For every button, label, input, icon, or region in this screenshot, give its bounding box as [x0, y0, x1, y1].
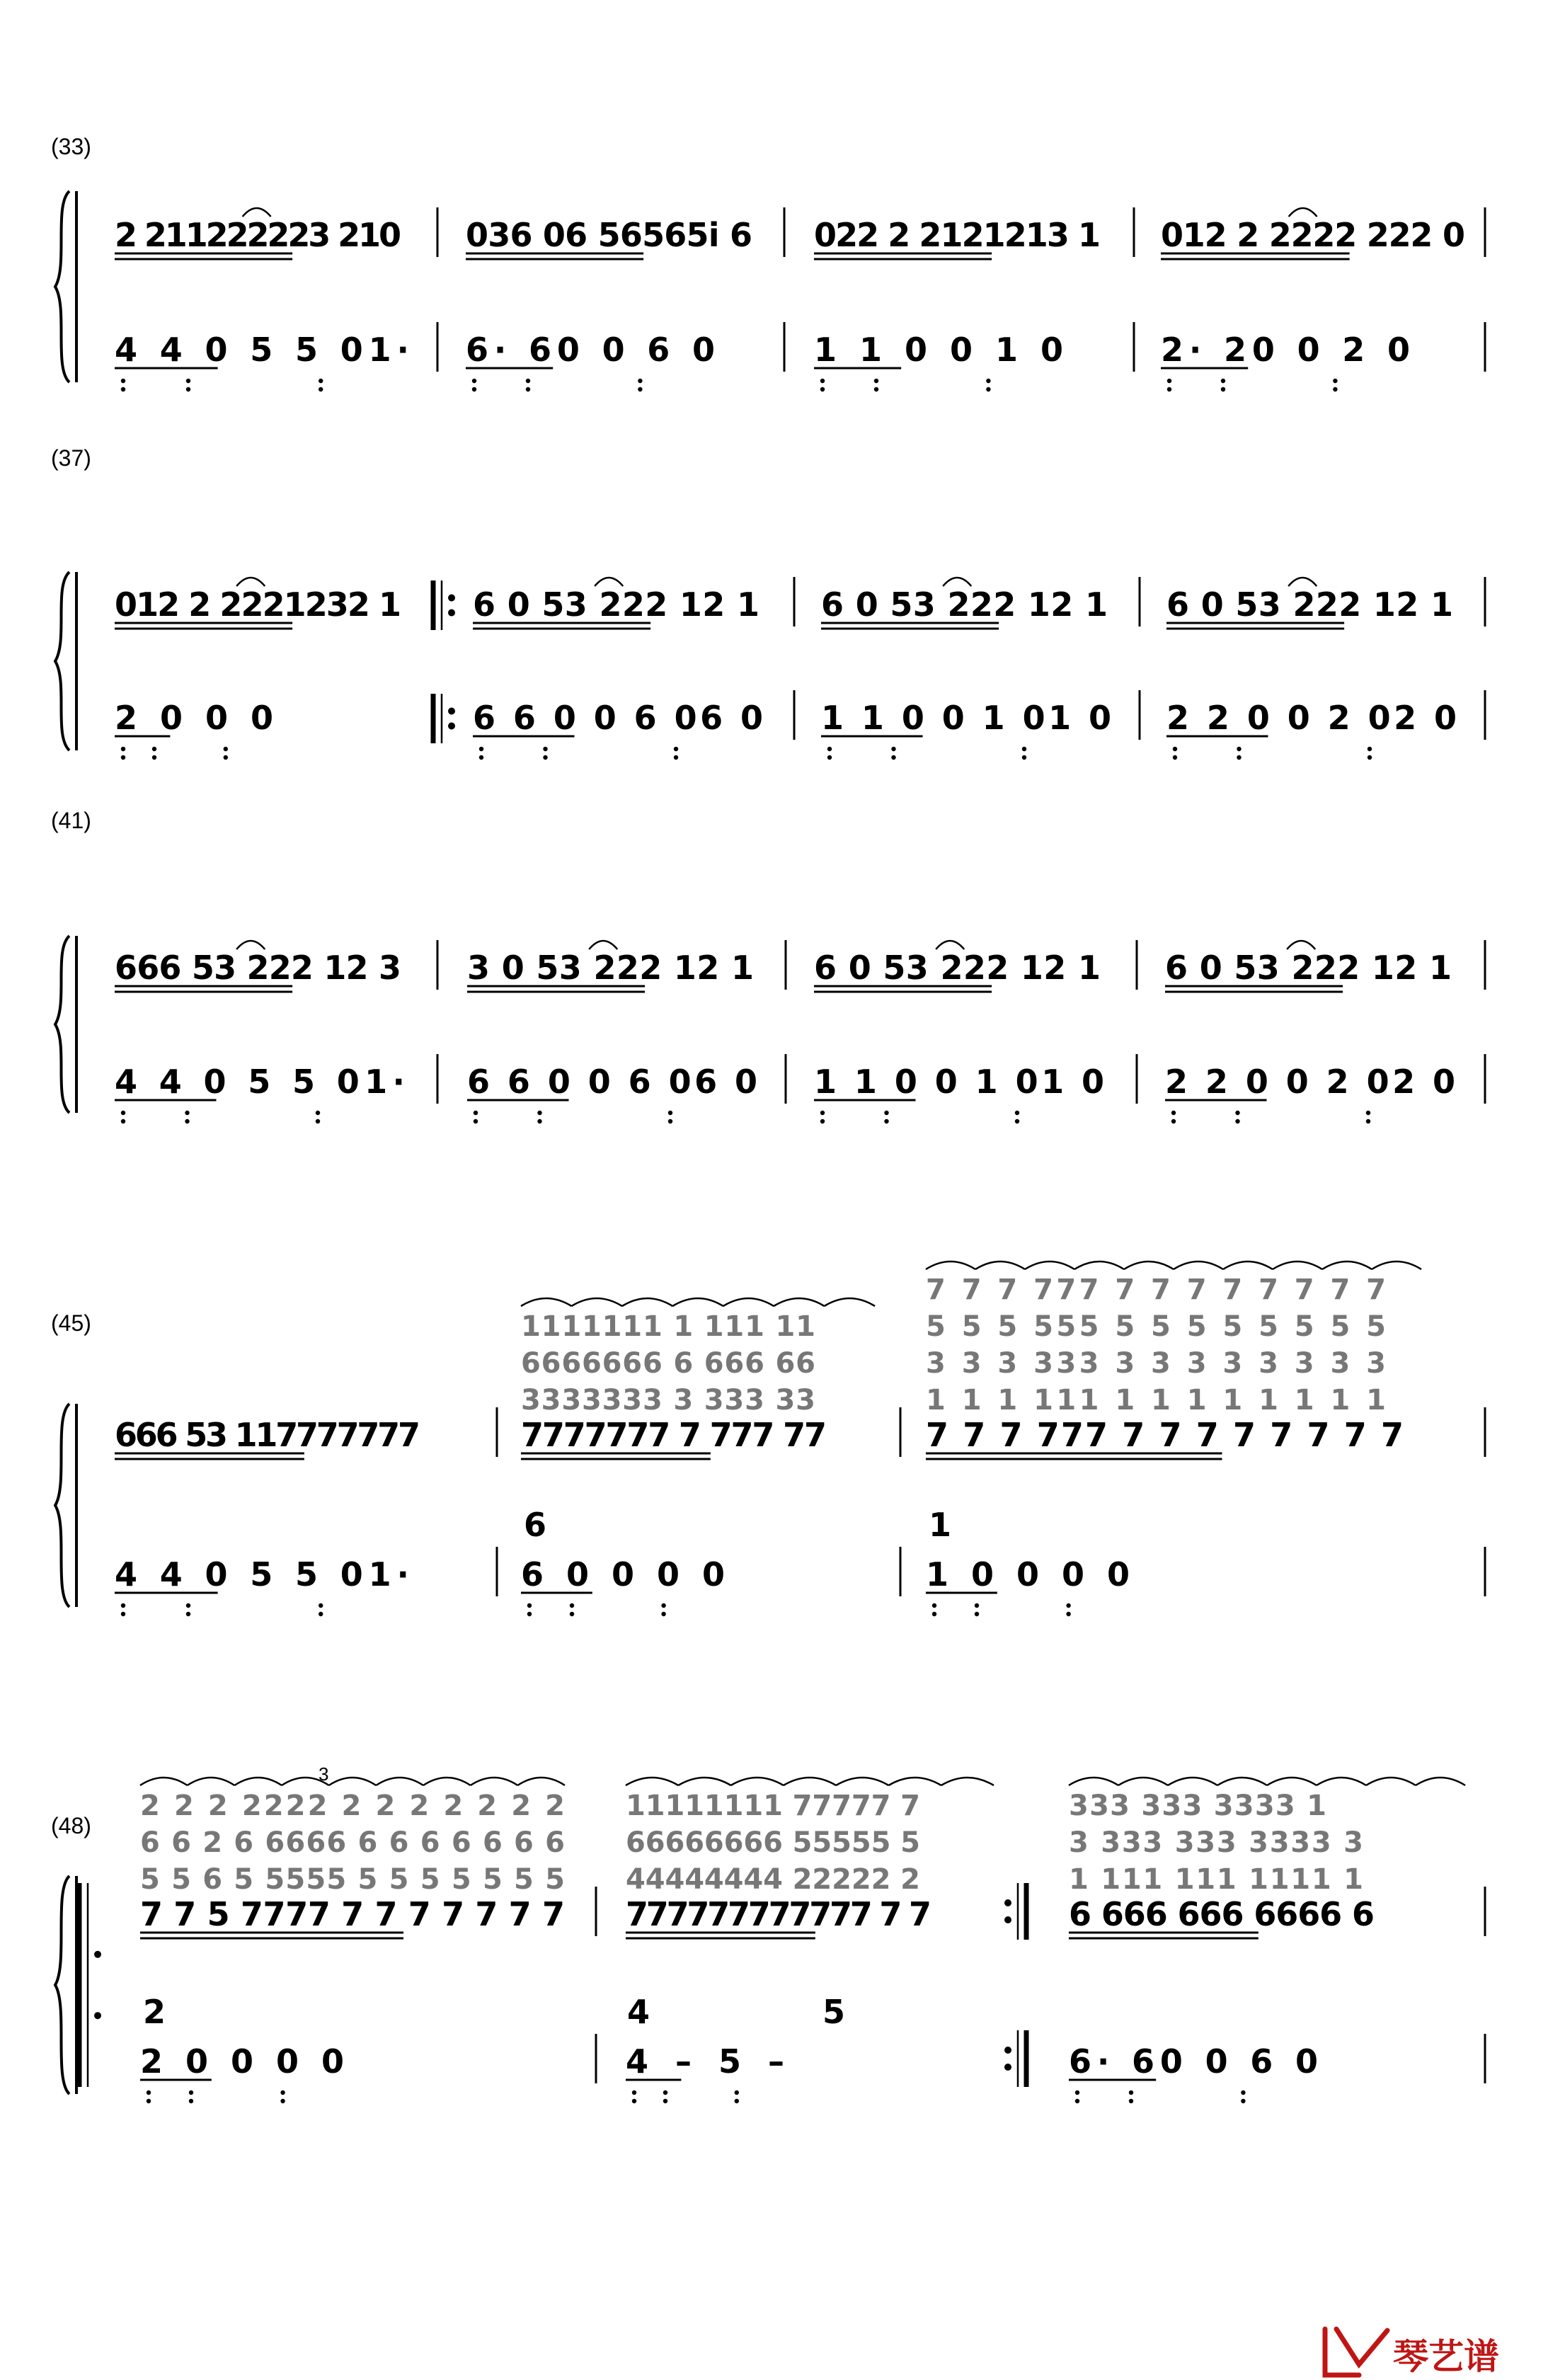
octave-dot: [570, 1612, 574, 1616]
octave-dot: [186, 387, 190, 391]
slur-arc: [1069, 1778, 1118, 1785]
chord-row: 3333333 3 333 33: [521, 1384, 815, 1417]
octave-dot: [674, 755, 678, 760]
slur-arc: [1267, 1778, 1317, 1785]
octave-dot: [1075, 2099, 1079, 2103]
system-1: [51, 134, 1485, 391]
slur-arc: [1223, 1261, 1273, 1269]
repeat-dot: [448, 723, 455, 730]
slur-arc: [723, 1298, 774, 1306]
octave-dot: [891, 747, 895, 751]
lower-voice: 6· 60 0 6 0: [1069, 2042, 1318, 2081]
slur-arc: [888, 1778, 941, 1785]
slur-arc: [1168, 1778, 1217, 1785]
slur-arc: [1416, 1778, 1465, 1785]
octave-dot: [185, 1111, 189, 1115]
octave-dot: [186, 379, 190, 383]
upper-voice: 777777777777 7 7: [626, 1895, 931, 1933]
octave-dot: [472, 387, 476, 391]
lower-stack-note: 4: [627, 1993, 650, 2031]
octave-dot: [986, 379, 990, 383]
slur-arc: [517, 1778, 565, 1785]
octave-dot: [121, 1111, 125, 1115]
octave-dot: [121, 1612, 125, 1616]
measure-number: (33): [51, 134, 91, 159]
octave-dot: [735, 2090, 739, 2095]
slur-arc: [571, 1298, 621, 1306]
slur-arc: [975, 1261, 1025, 1269]
octave-dot: [668, 1119, 672, 1123]
lower-voice: 6 6 0 0 6 06 0: [467, 1063, 757, 1101]
measure: [473, 578, 763, 760]
lower-stack-note: 1: [929, 1506, 952, 1544]
brand-logo-text: 琴艺谱: [1393, 2336, 1499, 2377]
lower-voice: 2 2 0 0 2 02 0: [1166, 699, 1457, 737]
upper-voice: 6 0 53 222 12 1: [473, 585, 759, 624]
octave-dot: [1167, 387, 1171, 391]
octave-dot: [884, 1119, 888, 1123]
lower-stack-note: 2: [143, 1993, 166, 2031]
lower-voice: 4 4 0 5 5 01·: [115, 331, 409, 369]
octave-dot: [1066, 1603, 1070, 1608]
octave-dot: [1129, 2090, 1133, 2095]
octave-dot: [632, 2099, 636, 2103]
octave-dot: [1022, 747, 1026, 751]
slur-arc: [1372, 1261, 1421, 1269]
upper-voice: 6 0 53 222 12 1: [1165, 949, 1452, 987]
octave-dot: [121, 387, 125, 391]
octave-dot: [1366, 1119, 1370, 1123]
repeat-dot: [448, 595, 455, 602]
measure-number: (45): [51, 1310, 91, 1336]
octave-dot: [1171, 1119, 1176, 1123]
octave-dot: [316, 1111, 320, 1115]
slur-arc: [731, 1778, 784, 1785]
upper-voice: 7 7 7 777 7 7 7 7 7 7 7 7: [926, 1416, 1404, 1454]
octave-dot: [526, 387, 530, 391]
octave-dot: [1066, 1612, 1070, 1616]
octave-dot: [820, 1111, 825, 1115]
system-3: [51, 808, 1485, 1123]
measure: [926, 1261, 1421, 1616]
octave-dot: [527, 1612, 532, 1616]
octave-dot: [1235, 1119, 1239, 1123]
system-brace: [55, 572, 69, 750]
octave-dot: [663, 2090, 667, 2095]
octave-dot: [147, 2090, 151, 2095]
octave-dot: [1171, 1111, 1176, 1115]
slur-arc: [140, 1778, 188, 1785]
measure: [1165, 941, 1455, 1123]
octave-dot: [1129, 2099, 1133, 2103]
octave-dot: [185, 1119, 189, 1123]
lower-voice: 2 0 0 0: [115, 699, 273, 737]
repeat-dot: [1004, 1916, 1011, 1923]
slur-arc: [521, 1298, 571, 1306]
measure: [814, 216, 1101, 391]
upper-voice: 6 0 53 222 12 1: [814, 949, 1101, 987]
upper-voice: 6 666 666 6666 6: [1069, 1895, 1375, 1933]
slur-arc: [1217, 1778, 1267, 1785]
slur-arc: [672, 1298, 723, 1306]
chord-row: 5 5 5 555 5 5 5 5 5 5 5 5: [926, 1310, 1386, 1343]
system-brace: [55, 1876, 69, 2094]
slur-arc: [774, 1298, 824, 1306]
octave-dot: [1221, 387, 1225, 391]
measure: [115, 208, 409, 391]
repeat-dot: [1004, 2047, 1011, 2054]
slur-arc: [825, 1298, 875, 1306]
octave-dot: [1015, 1111, 1019, 1115]
measure: [115, 1416, 420, 1616]
measure: [1161, 208, 1465, 391]
measure: [814, 941, 1104, 1123]
slur-arc: [423, 1778, 471, 1785]
upper-voice: 666 53 222 12 3: [115, 949, 401, 987]
chord-row: 333 333 3333 1: [1069, 1790, 1326, 1822]
octave-dot: [1235, 1111, 1239, 1115]
slur-arc: [1124, 1261, 1174, 1269]
measure: [1069, 1778, 1465, 2103]
octave-dot: [1366, 1111, 1370, 1115]
slur-arc: [926, 1261, 975, 1269]
octave-dot: [479, 747, 483, 751]
octave-dot: [474, 1111, 478, 1115]
octave-dot: [1173, 755, 1177, 760]
measure: [466, 216, 752, 391]
upper-voice: 6 0 53 222 12 1: [1166, 585, 1453, 624]
tuplet-number: 3: [319, 1763, 329, 1785]
upper-voice: 012 2 2221232 1: [115, 585, 401, 624]
octave-dot: [1333, 379, 1337, 383]
chord-row: 3 3 3 333 3 3 3 3 3 3 3 3: [926, 1347, 1386, 1380]
octave-dot: [543, 747, 547, 751]
octave-dot: [527, 1603, 532, 1608]
repeat-dot: [1004, 1899, 1011, 1906]
repeat-dot: [1004, 2064, 1011, 2071]
lower-voice: 1 1 0 0 1 0: [814, 331, 1063, 369]
upper-voice: 022 2 2121213 1: [814, 216, 1101, 254]
octave-dot: [638, 387, 642, 391]
slur-arc: [1174, 1261, 1223, 1269]
lower-voice: 1 1 0 0 1 01 0: [814, 1063, 1104, 1101]
lower-stack-note: 5: [822, 1993, 846, 2031]
measure-number: (48): [51, 1813, 91, 1838]
octave-dot: [827, 755, 832, 760]
octave-dot: [663, 2099, 667, 2103]
lower-voice: 6 0 0 0 0: [521, 1555, 725, 1594]
lower-voice: 1 0 0 0 0: [926, 1555, 1130, 1594]
octave-dot: [1241, 2090, 1245, 2095]
octave-dot: [280, 2090, 285, 2095]
system-5: [51, 1763, 1485, 2103]
octave-dot: [121, 1603, 125, 1608]
octave-dot: [186, 1603, 190, 1608]
octave-dot: [189, 2090, 193, 2095]
repeat-dot: [94, 2012, 101, 2019]
octave-dot: [632, 2090, 636, 2095]
measure: [467, 941, 757, 1123]
system-brace: [55, 936, 69, 1113]
slur-arc: [1366, 1778, 1416, 1785]
measure-number: (37): [51, 445, 91, 471]
slur-arc: [376, 1778, 423, 1785]
octave-dot: [316, 1119, 320, 1123]
slur-arc: [1317, 1778, 1366, 1785]
upper-voice: 2 211222223 210: [115, 216, 401, 254]
octave-dot: [147, 2099, 151, 2103]
lower-voice: 6· 60 0 6 0: [466, 331, 715, 369]
lower-voice: 4 4 0 5 5 01·: [115, 1063, 405, 1101]
chord-row: 6 6 2 6 6666 6 6 6 6 6 6 6: [140, 1826, 565, 1859]
system-2: [51, 445, 1485, 760]
brand-logo-icon: [1325, 2329, 1387, 2375]
octave-dot: [986, 387, 990, 391]
slur-arc: [622, 1298, 672, 1306]
octave-dot: [891, 755, 895, 760]
octave-dot: [537, 1111, 541, 1115]
slur-arc: [784, 1778, 836, 1785]
octave-dot: [189, 2099, 193, 2103]
octave-dot: [820, 1119, 825, 1123]
upper-voice: 7777777 7 777 77: [521, 1416, 827, 1454]
lower-voice: 6 6 0 0 6 06 0: [473, 699, 763, 737]
slur-arc: [1025, 1261, 1074, 1269]
chord-row: 66666666 55555 5: [626, 1826, 920, 1859]
lower-voice: 2 2 0 0 2 02 0: [1165, 1063, 1455, 1101]
octave-dot: [884, 1111, 888, 1115]
octave-dot: [319, 387, 323, 391]
chord-row: 6666666 6 666 66: [521, 1347, 815, 1380]
octave-dot: [1173, 747, 1177, 751]
slur-arc: [1074, 1261, 1124, 1269]
slur-arc: [471, 1778, 518, 1785]
upper-voice: 6 0 53 222 12 1: [821, 585, 1108, 624]
octave-dot: [479, 755, 483, 760]
slur-arc: [1273, 1261, 1322, 1269]
upper-voice: 036 06 56565i 6: [466, 216, 752, 254]
octave-dot: [674, 747, 678, 751]
slur-arc: [1322, 1261, 1372, 1269]
lower-voice: 2· 20 0 2 0: [1161, 331, 1410, 369]
octave-dot: [224, 747, 228, 751]
measure: [115, 941, 405, 1123]
repeat-dot: [448, 708, 455, 715]
measure: [626, 1778, 994, 2103]
octave-dot: [1022, 755, 1026, 760]
octave-dot: [121, 755, 125, 760]
system-4: [51, 1261, 1485, 1616]
chord-row: 44444444 22222 2: [626, 1863, 920, 1896]
repeat-dot: [94, 1951, 101, 1958]
octave-dot: [121, 379, 125, 383]
octave-dot: [537, 1119, 541, 1123]
octave-dot: [570, 1603, 574, 1608]
octave-dot: [1015, 1119, 1019, 1123]
measure: [1166, 578, 1457, 760]
chord-row: 7 7 7 777 7 7 7 7 7 7 7 7: [926, 1274, 1386, 1306]
measure: [115, 578, 401, 760]
octave-dot: [827, 747, 832, 751]
brand-logo: [1325, 2329, 1499, 2377]
octave-dot: [1333, 387, 1337, 391]
upper-voice: 666 53 117777777: [115, 1416, 420, 1454]
chord-row: 1 111 111 1111 1: [1069, 1863, 1363, 1896]
slur-arc: [626, 1778, 678, 1785]
system-brace: [55, 191, 69, 382]
tuplet-mark: [319, 1763, 328, 1785]
measure-number: (41): [51, 808, 91, 833]
octave-dot: [472, 379, 476, 383]
octave-dot: [1237, 755, 1241, 760]
chord-row: 5 5 6 5 5555 5 5 5 5 5 5 5: [140, 1863, 565, 1896]
chord-row: 1 1 1 111 1 1 1 1 1 1 1 1: [926, 1384, 1386, 1417]
octave-dot: [543, 755, 547, 760]
lower-voice: 2 0 0 0 0: [140, 2042, 344, 2081]
slur-arc: [941, 1778, 994, 1785]
lower-voice: 1 1 0 0 1 01 0: [821, 699, 1111, 737]
octave-dot: [874, 387, 878, 391]
slur-arc: [678, 1778, 730, 1785]
octave-dot: [319, 1603, 323, 1608]
octave-dot: [668, 1111, 672, 1115]
slur-arc: [234, 1778, 282, 1785]
slur-arc: [188, 1778, 235, 1785]
measure: [140, 1778, 565, 2103]
octave-dot: [661, 1612, 665, 1616]
octave-dot: [319, 1612, 323, 1616]
octave-dot: [121, 747, 125, 751]
octave-dot: [186, 1612, 190, 1616]
slur-arc: [329, 1778, 377, 1785]
system-brace: [55, 1404, 69, 1607]
chord-row: 3 333 333 3333 3: [1069, 1826, 1363, 1859]
octave-dot: [975, 1603, 979, 1608]
octave-dot: [474, 1119, 478, 1123]
octave-dot: [1241, 2099, 1245, 2103]
slur-arc: [1118, 1778, 1168, 1785]
upper-voice: 7 7 5 7777 7 7 7 7 7 7 7: [140, 1895, 565, 1933]
octave-dot: [280, 2099, 285, 2103]
octave-dot: [1368, 755, 1372, 760]
octave-dot: [1167, 379, 1171, 383]
chord-row: 11111111 77777 7: [626, 1790, 920, 1822]
octave-dot: [820, 387, 825, 391]
octave-dot: [661, 1603, 665, 1608]
octave-dot: [121, 1119, 125, 1123]
octave-dot: [152, 755, 156, 760]
chord-row: 2 2 2 2222 2 2 2 2 2 2 2: [140, 1790, 565, 1822]
slur-arc: [836, 1778, 888, 1785]
octave-dot: [975, 1612, 979, 1616]
lower-voice: 4 – 5 –: [626, 2042, 784, 2081]
measure: [521, 1298, 875, 1616]
octave-dot: [224, 755, 228, 760]
octave-dot: [526, 379, 530, 383]
measure: [821, 578, 1111, 760]
octave-dot: [1075, 2090, 1079, 2095]
octave-dot: [874, 379, 878, 383]
octave-dot: [152, 747, 156, 751]
chord-row: 1111111 1 111 11: [521, 1310, 815, 1343]
octave-dot: [735, 2099, 739, 2103]
octave-dot: [638, 379, 642, 383]
lower-stack-note: 6: [524, 1506, 547, 1544]
octave-dot: [820, 379, 825, 383]
octave-dot: [932, 1612, 936, 1616]
octave-dot: [932, 1603, 936, 1608]
octave-dot: [1221, 379, 1225, 383]
octave-dot: [1368, 747, 1372, 751]
repeat-dot: [448, 610, 455, 617]
upper-voice: 012 2 2222 222 0: [1161, 216, 1465, 254]
octave-dot: [1237, 747, 1241, 751]
octave-dot: [319, 379, 323, 383]
lower-voice: 4 4 0 5 5 01·: [115, 1555, 409, 1594]
upper-voice: 3 0 53 222 12 1: [467, 949, 754, 987]
